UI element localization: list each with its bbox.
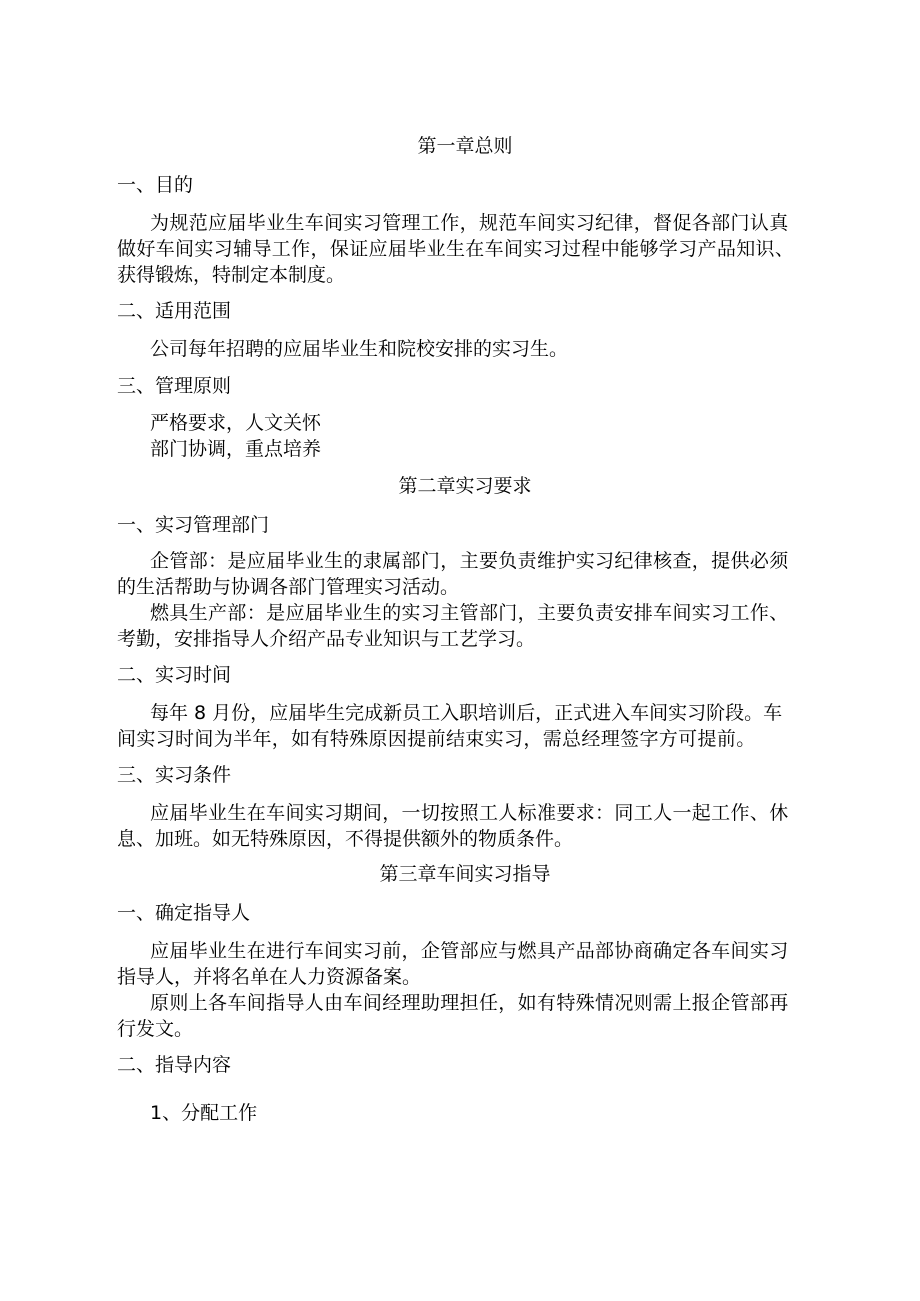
section-3-1-line: 指导人，并将名单在人力资源备案。 <box>117 966 422 988</box>
chapter-2-title: 第二章实习要求 <box>398 475 532 497</box>
section-2-3-line: 应届毕业生在车间实习期间，一切按照工人标准要求：同工人一起工作、休 <box>150 802 789 824</box>
section-2-1-line: 企管部：是应届毕业生的隶属部门，主要负责维护实习纪律核查，提供必须 <box>150 550 789 572</box>
chapter-3-title: 第三章车间实习指导 <box>379 863 551 885</box>
section-2-3-line: 息、加班。如无特殊原因，不得提供额外的物质条件。 <box>117 828 574 850</box>
section-3-1-line: 原则上各车间指导人由车间经理助理担任，如有特殊情况则需上报企管部再 <box>150 992 789 1014</box>
section-3-2-line: 1、分配工作 <box>150 1102 258 1124</box>
chapter-1-title: 第一章总则 <box>417 135 513 157</box>
section-2-1-line: 燃具生产部：是应届毕业生的实习主管部门，主要负责安排车间实习工作、 <box>150 602 789 624</box>
section-1-2-heading: 二、适用范围 <box>117 300 232 322</box>
section-1-3-line: 严格要求，人文关怀 <box>150 412 322 434</box>
section-1-1-line: 获得锻炼，特制定本制度。 <box>117 264 346 286</box>
section-1-2-line: 公司每年招聘的应届毕业生和院校安排的实习生。 <box>150 338 569 360</box>
section-3-2-heading: 二、指导内容 <box>117 1054 232 1076</box>
section-1-1-heading: 一、目的 <box>117 174 194 196</box>
section-1-3-heading: 三、管理原则 <box>117 375 232 397</box>
section-1-3-line: 部门协调，重点培养 <box>150 438 322 460</box>
section-2-3-heading: 三、实习条件 <box>117 764 232 786</box>
section-3-1-line: 行发文。 <box>117 1018 194 1040</box>
section-2-2-heading: 二、实习时间 <box>117 664 232 686</box>
section-2-1-heading: 一、实习管理部门 <box>117 514 270 536</box>
section-2-1-line: 的生活帮助与协调各部门管理实习活动。 <box>117 576 460 598</box>
section-3-1-line: 应届毕业生在进行车间实习前，企管部应与燃具产品部协商确定各车间实习 <box>150 940 789 962</box>
section-3-1-heading: 一、确定指导人 <box>117 902 251 924</box>
section-2-2-line: 间实习时间为半年，如有特殊原因提前结束实习，需总经理签字方可提前。 <box>117 728 756 750</box>
section-1-1-line: 为规范应届毕业生车间实习管理工作，规范车间实习纪律，督促各部门认真 <box>150 212 789 234</box>
section-2-2-line: 每年 8 月份，应届毕生完成新员工入职培训后，正式进入车间实习阶段。车 <box>150 702 783 724</box>
section-2-1-line: 考勤，安排指导人介绍产品专业知识与工艺学习。 <box>117 628 536 650</box>
section-1-1-line: 做好车间实习辅导工作，保证应届毕业生在车间实习过程中能够学习产品知识、 <box>117 238 795 260</box>
